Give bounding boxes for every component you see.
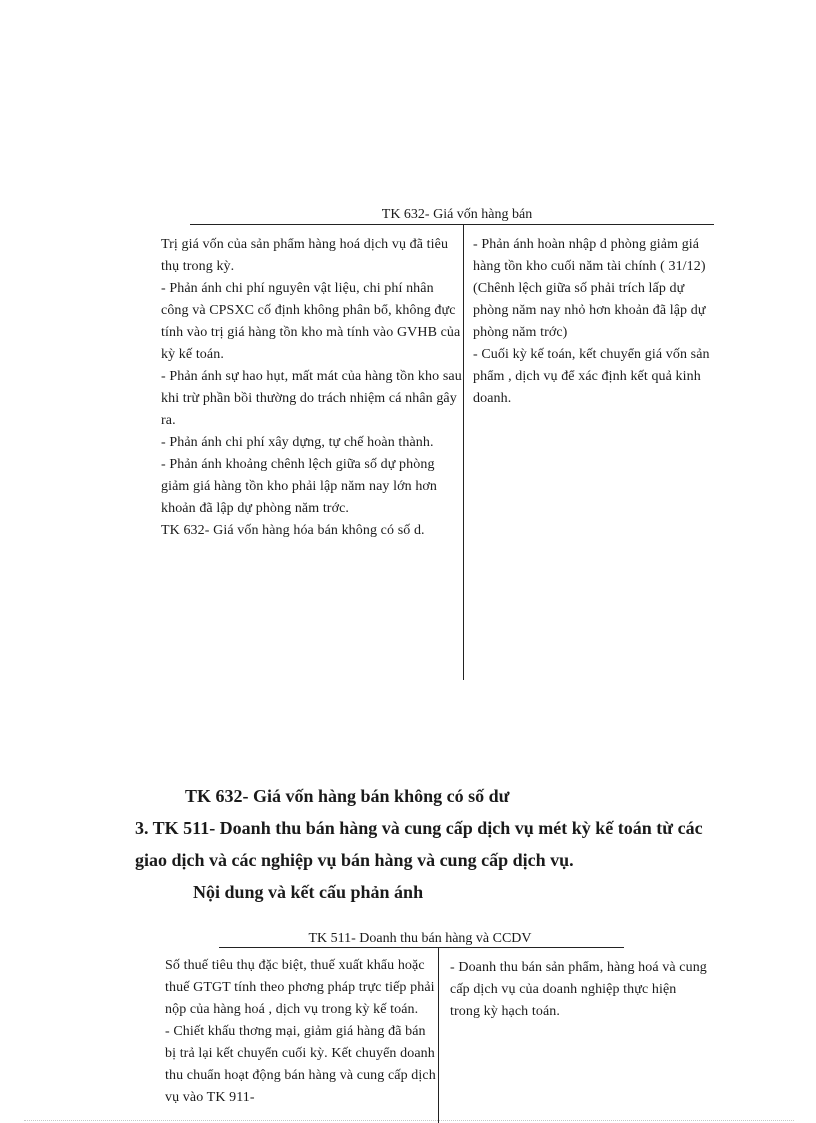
tk632-debit-item: TK 632- Giá vốn hàng hóa bán không có số d. [161, 523, 425, 538]
tk511-divider [438, 947, 439, 1123]
tk632-summary-heading: TK 632- Giá vốn hàng bán không có số dư [185, 786, 510, 806]
tk632-credit-column [473, 234, 723, 410]
tk632-credit-item: - Phản ánh hoàn nhập d phòng giảm giá hàng tồn kho cuối năm tài chính ( 31/12) (Chênh lệch giữa số phải trích lấp dự phòng năm nay nhỏ hơn khoản đã lập dự phòng năm trớc) [473, 237, 706, 340]
tk632-debit-item: - Phản ánh chi phí nguyên vật liệu, chi phí nhân công và CPSXC cố định không phân bổ, không đực tính vào trị giá hàng tồn kho mà tính vào GVHB của kỳ kế toán. [161, 281, 461, 362]
page-bottom-rule [24, 1120, 794, 1121]
tk511-credit-column [450, 957, 710, 1023]
tk632-debit-item: - Phản ánh khoảng chênh lệch giữa số dự phòng giảm giá hàng tồn kho phải lập năm nay lớn hơn khoản đã lập dự phòng năm trớc. [161, 457, 438, 516]
tk632-debit-item: Trị giá vốn của sản phẩm hàng hoá dịch vụ đã tiêu thụ trong kỳ. [161, 237, 449, 274]
tk632-top-rule [190, 224, 714, 225]
tk632-debit-item: - Phản ánh chi phí xây dựng, tự chế hoàn thành. [161, 435, 434, 450]
tk511-debit-item: Số thuế tiêu thụ đặc biệt, thuế xuất khẩu hoặc thuế GTGT tính theo phơng pháp trực tiếp phải nộp của hàng hoá , dịch vụ trong kỳ kế toán. [165, 958, 435, 1017]
tk511-title: TK 511- Doanh thu bán hàng và CCDV [308, 931, 532, 946]
tk511-top-rule [219, 947, 624, 948]
tk632-credit-item: - Cuối kỳ kế toán, kết chuyển giá vốn sản phẩm , dịch vụ để xác định kết quả kinh doanh. [473, 347, 710, 406]
section-3-heading-cont: giao dịch và các nghiệp vụ bán hàng và cung cấp dịch vụ. [135, 850, 574, 870]
content-structure-heading: Nội dung và kết cấu phản ánh [193, 882, 424, 902]
tk511-debit-column [165, 955, 437, 1109]
tk632-debit-column [161, 234, 464, 542]
tk511-debit-item: - Chiết khấu thơng mại, giảm giá hàng đã bán bị trả lại kết chuyển cuối kỳ. Kết chuyển doanh thu chuẩn hoạt động bán hàng và cung cấp dịch vụ vào TK 911- [165, 1024, 436, 1105]
section-3-heading: 3. TK 511- Doanh thu bán hàng và cung cấp dịch vụ mét kỳ kế toán từ các [135, 818, 703, 838]
tk511-credit-item: - Doanh thu bán sản phẩm, hàng hoá và cung cấp dịch vụ của doanh nghiệp thực hiện trong kỳ hạch toán. [450, 960, 707, 1019]
tk632-debit-item: - Phản ánh sự hao hụt, mất mát của hàng tồn kho sau khi trừ phần bồi thường do trách nhiệm cá nhân gây ra. [161, 369, 462, 428]
tk632-title: TK 632- Giá vốn hàng bán [381, 207, 533, 222]
